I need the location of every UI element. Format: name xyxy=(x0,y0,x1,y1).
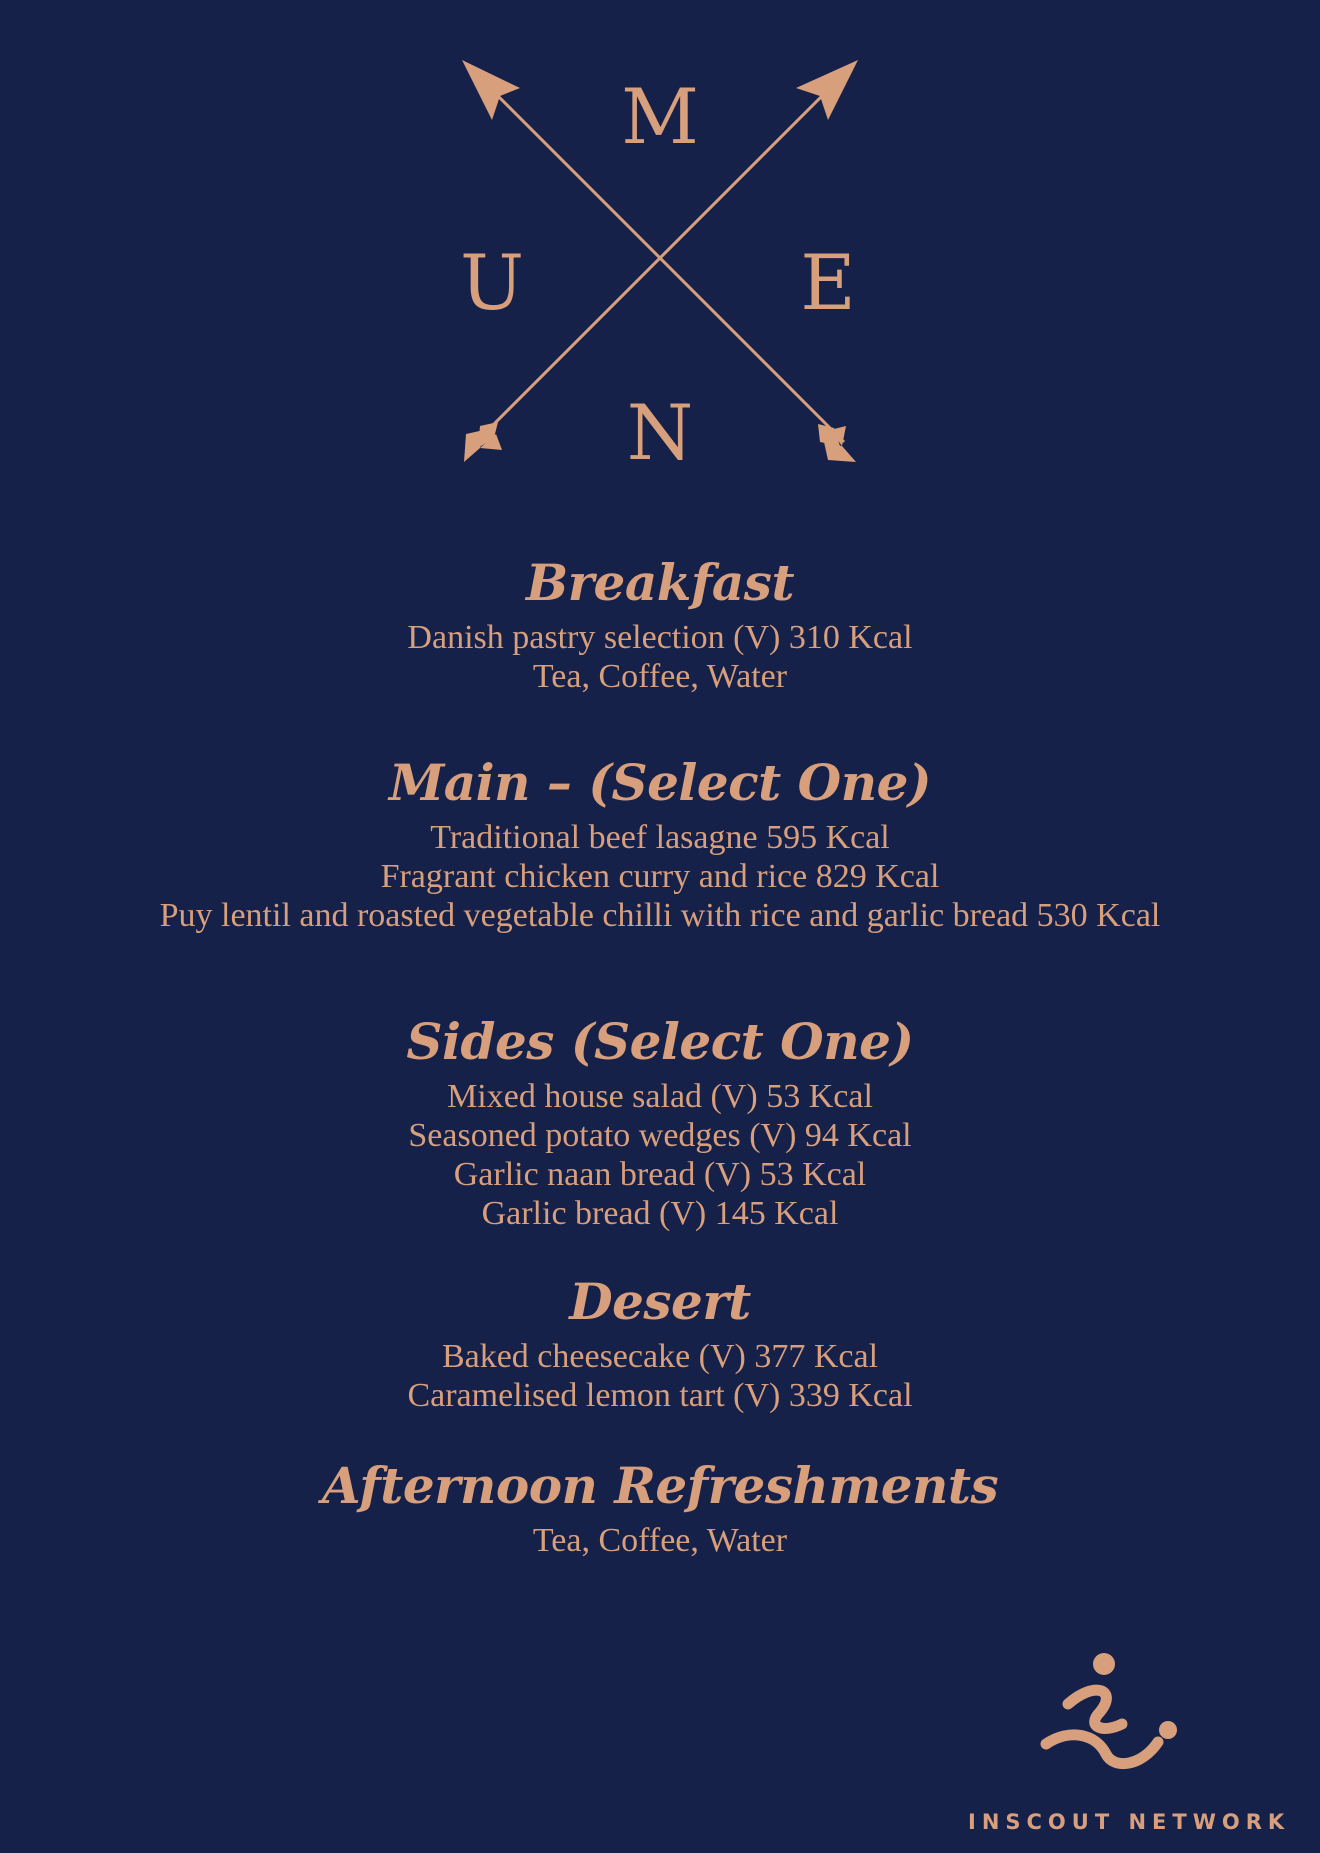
menu-item: Traditional beef lasagne 595 Kcal xyxy=(430,819,890,856)
logo-letter-e: E xyxy=(800,238,856,327)
menu-item: Tea, Coffee, Water xyxy=(532,658,788,695)
menu-item: Fragrant chicken curry and rice 829 Kcal xyxy=(380,858,940,895)
menu-item: Garlic bread (V) 145 Kcal xyxy=(481,1195,839,1232)
section-title: Main – (Select One) xyxy=(388,753,932,812)
menu-item: Baked cheesecake (V) 377 Kcal xyxy=(441,1338,879,1375)
menu-item: Seasoned potato wedges (V) 94 Kcal xyxy=(408,1117,912,1154)
section-main xyxy=(0,748,1320,935)
menu-item: Tea, Coffee, Water xyxy=(532,1522,788,1559)
menu-item: Caramelised lemon tart (V) 339 Kcal xyxy=(407,1377,913,1414)
section-title: Sides (Select One) xyxy=(406,1012,914,1071)
section-title: Afternoon Refreshments xyxy=(321,1456,999,1515)
section-sides xyxy=(0,1007,1320,1233)
menu-item: Puy lentil and roasted vegetable chilli with rice and garlic bread 530 Kcal xyxy=(159,897,1161,934)
section-desert xyxy=(0,1267,1320,1415)
menu-item: Danish pastry selection (V) 310 Kcal xyxy=(407,619,913,656)
section-title: Breakfast xyxy=(525,553,795,612)
section-title: Desert xyxy=(569,1272,751,1331)
section-afternoon-refreshments xyxy=(0,1451,1320,1560)
logo-letter-u: U xyxy=(459,238,525,327)
brand-name: INSCOUT NETWORK xyxy=(968,1810,1291,1834)
menu-item: Garlic naan bread (V) 53 Kcal xyxy=(453,1156,867,1193)
menu-logo xyxy=(440,38,880,478)
brand-block xyxy=(968,1650,1291,1834)
logo-letter-m: M xyxy=(621,72,699,161)
logo-letter-n: N xyxy=(626,388,694,477)
menu-item: Mixed house salad (V) 53 Kcal xyxy=(447,1078,873,1115)
section-breakfast xyxy=(0,548,1320,696)
menu-content xyxy=(0,548,1320,1560)
runner-logo-icon xyxy=(1040,1650,1200,1780)
